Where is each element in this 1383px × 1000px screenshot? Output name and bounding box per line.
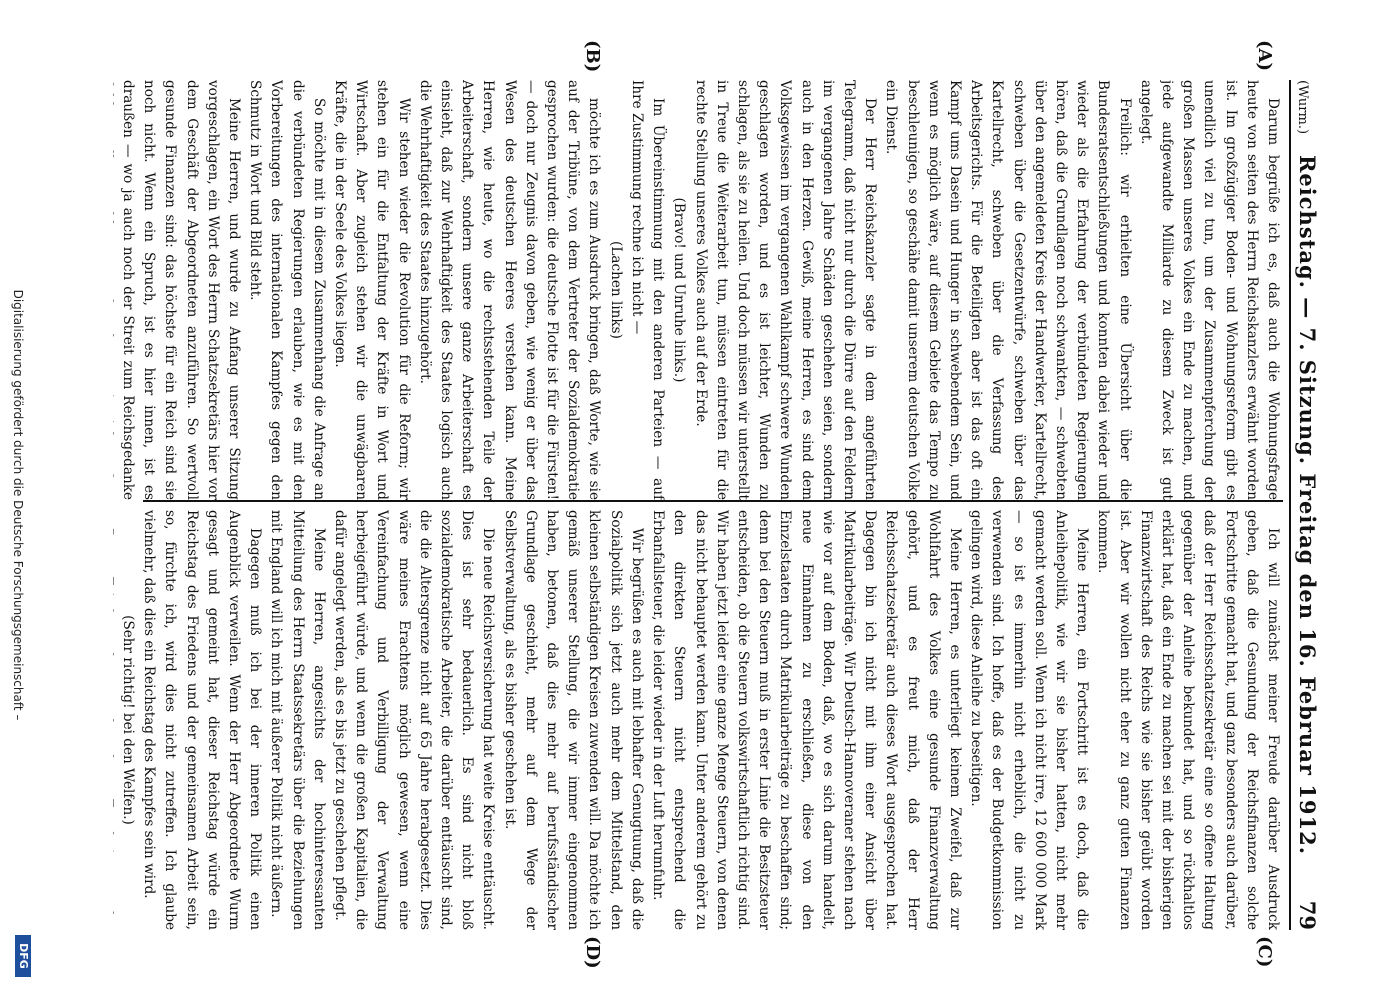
paragraph: Der Herr Reichskanzler sagte in dem angeführten Telegramm, daß nicht nur durch die Dürre auf den Feldern im vergangenen Jahre Schäden geschehen seien, sondern auch in den Herzen. Gewiß, meine Herren, es sind dem Volksgewissen im vergangenen Wahlkampf schwere Wunden geschlagen worden, und es ist leichter, Wunden zu schlagen, als sie zu heilen. Und doch müssen wir unterstellt in Treue die Weiterarbeit tun, müssen eintreten für die rechte Stellung unseres Volkes auch auf der Erde. xyxy=(692,80,879,500)
right-column xyxy=(113,510,1283,930)
margin-mark-b: (B) xyxy=(582,40,603,73)
paragraph xyxy=(113,510,117,930)
page-header xyxy=(1289,80,1331,930)
paragraph: Darum begrüße ich es, daß auch die Wohnungsfrage heute von seiten des Herrn Reichskanzlers erwähnt worden ist. Im großzügiger Boden- und Wohnungsreform gibt es unendlich viel zu tun, um der Zusammenpferchung der großen Massen unseres Volkes ein Ende zu machen, und jede aufgewandte Milliarde zu diesem Zweck ist gut angelegt. xyxy=(1137,80,1281,500)
paragraph: Meine Herren, angesichts der hochinteressanten Mitteilung des Herrn Staatssekretärs über die Beziehungen mit England will ich mich mit äußerer Politik nicht äußern. xyxy=(268,510,327,930)
paragraph: Meine Herren, ein Fortschritt ist es doch, daß die Anleihepolitik, wie wir sie bisher hatten, nicht mehr gemacht werden soll. Wenn ich nicht irre, 12 600 000 Mark — so ist es immerhin nicht erheblich, die nicht zu verwenden sind. Ich hoffe, daß es der Budgetkommission gelingen wird, diese Anleihe zu beseitigen. xyxy=(968,510,1091,930)
paragraph: Meine Herren, und wurde zu Anfang unserer Sitzung vorgeschlagen, ein Wort des Herrn Schatzsekretärs hier vor dem Geschäft der Abgeordneten anzuführen. So wertvoll gesunde Finanzen sind: das höchste für ein Reich sind sie noch nicht. Wenn ein Spruch, ist es hier innen, ist es draußen — wo ja auch noch der Streit zum Reichsgedanke xyxy=(120,80,243,500)
paragraph: Ich will zunächst meiner Freude darüber Ausdruck geben, daß die Gesundung der Reichsfinanzen solche Fortschritte gemacht hat, und ganz besonders auch darüber, daß der Herr Reichsschatzsekretär eine so offene Haltung gegenüber der Anleihe bekundet hat, und so rückhaltlos erklärt hat, daß ein Ende zu machen sei mit der bisherigen Finanzwirtschaft des Reichs wie sie bisher geübt worden ist. Aber wir wollen nicht eher zu ganz guten Finanzen kommen. xyxy=(1095,510,1281,930)
paragraph: Freilich: wir erhielten eine Übersicht über die Bundesratsentschließungen und konnten dabei wieder und wieder als die Erfahrung der verbündeten Regierungen hören, daß die Grundlagen noch schwankten, — schwebten über den angemeldeten Kreis der Handwerker, Kartellrecht, schweben über die Gesetzentwürfe, schweben über das Kartellrecht, schweben über die Verfassung des Arbeitsgerichts. Für die Beteiligten aber ist das oft ein Kampf ums Dasein und Hunger in schwebendem Sein, und wenn es möglich wäre, auf diesem Gebiete das Tempo zu beschleunigen, so geschähe damit unserem deutschen Volke ein Dienst. xyxy=(883,80,1133,500)
margin-mark-a: (A) xyxy=(1254,40,1275,71)
paragraph: Im Übereinstimmung mit den anderen Parteien — auf Ihre Zustimmung rechne ich nicht — xyxy=(628,80,667,500)
digitization-credit: Digitalisierung gefördert durch die Deutsche Forschungsgemeinschaft – xyxy=(11,289,25,721)
paragraph: (Bravo! und Unruhe links.) xyxy=(671,197,688,383)
paragraph: Die neue Reichsversicherung hat weite Kreise enttäuscht. Dies ist sehr bedauerlich. Es sind nicht bloß sozialdemokratische Arbeiter, die darüber enttäuscht sind, die die Altersgrenze nicht auf 65 Jahre herabgesetzt. Dies wäre meines Erachtens möglich gewesen, wenn eine Vereinfachung und Verbilligung der Verwaltung herbeigeführt würde, und wenn die großen Kapitalien, die dafür angelegt werden, als es bis jetzt zu geschehen pflegt. xyxy=(332,510,497,930)
margin-mark-c: (C) xyxy=(1254,936,1275,968)
column-divider xyxy=(143,500,1283,502)
paragraph: Wir stehen wieder die Revolution für die Reform; wir stehen ein für die Entfaltung der Kräfte in Wort und Wirtschaft. Aber zugleich stehen wir die unwägbaren Kräfte, die in der Seele des Volkes liegen. xyxy=(332,80,412,500)
left-column xyxy=(113,80,1283,500)
margin-mark-d: (D) xyxy=(582,936,603,969)
page-number: 79 xyxy=(1295,900,1320,930)
paragraph: Wir begrüßen es auch mit lebhafter Genugtuung, daß die Sozialpolitik sich jetzt auch mehr dem Mittelstand, den kleinen selbständigen Kreisen zuwenden will. Da möchte ich gemäß unserer Stellung, die wir immer eingenommen haben, betonen, daß dies mehr auf berufsständischer Grundlage geschieht, mehr auf dem Wege der Selbstverwaltung, als es bisher geschehen ist. xyxy=(501,510,645,930)
paragraph: So möchte mit in diesem Zusammenhang die Anfrage an die verbündeten Regierungen erlauben, wie es mit den Vorbereitungen des internationalen Kampfes gegen den Schmutz in Wort und Bild steht. xyxy=(247,80,327,500)
speaker-header: (Wurm.) xyxy=(1295,80,1310,135)
paragraph: Meine Herren, es unterliegt keinem Zweifel, daß zur Wohlfahrt des Volkes eine gesunde Finanzverwaltung gehört, und es freut mich, daß der Herr Reichsschatzsekretär auch dieses Wort ausgesprochen hat. Dagegen bin ich nicht mit ihm einer Ansicht über Matrikularbeiträge. Wir Deutsch-Hannoveraner stehen nach wie vor auf dem Boden, daß, wo es sich darum handelt, neue Einnahmen zu erschließen, diese von den Einzelstaaten durch Matrikularbeiträge zu beschaffen sind; denn bei den Steuern muß in erster Linie die Besitzsteuer entscheiden, ob die Steuern volkswirtschaftlich richtig sind. Wir haben jetzt leider eine ganze Menge Steuern, von denen das nicht behauptet werden kann. Unter anderem gehört zu den direkten Steuern nicht entsprechend die Erbanfallsteuer, die leider wieder in der Luft herumfuhr. xyxy=(650,510,963,930)
paragraph: möchte ich es zum Ausdruck bringen, daß Worte, wie sie auf der Tribüne, von dem Vertreter der Sozialdemokratie gesprochen wurden: die deutsche Flotte ist für die Fürsten! — doch nur Zeugnis davon geben, wie wenig er über das Wesen des deutschen Heeres verstehen kann. Meine Herren, wie heute, wo die rechtsstehenden Teile der Arbeiterschaft, sondern unsere ganze Arbeiterschaft es einsieht, daß zur Wehrhaftigkeit des Staates logisch auch die Wehrhaftigkeit des Staates hinzugehört. xyxy=(416,80,603,500)
paragraph: Dagegen muß ich bei der inneren Politik einen Augenblick verweilen. Wenn der Herr Abgeordnete Wurm gesagt und gemeint hat, dieser Reichstag würde ein Reichstag des Friedens und der gemeinsamen Arbeit sein, so, fürchte ich, wird dies nicht zutreffen. Ich glaube vielmehr, daß dies ein Reichstag des Kampfes sein wird. xyxy=(141,510,264,930)
paragraph: (Lachen links) xyxy=(607,241,624,339)
paragraph: (Sehr richtig! bei den Welfen.) xyxy=(120,615,137,825)
dfg-logo: DFG xyxy=(15,935,31,977)
page-title: Reichstag. — 7. Sitzung. Freitag den 16. Februar 1912. xyxy=(1295,154,1320,856)
